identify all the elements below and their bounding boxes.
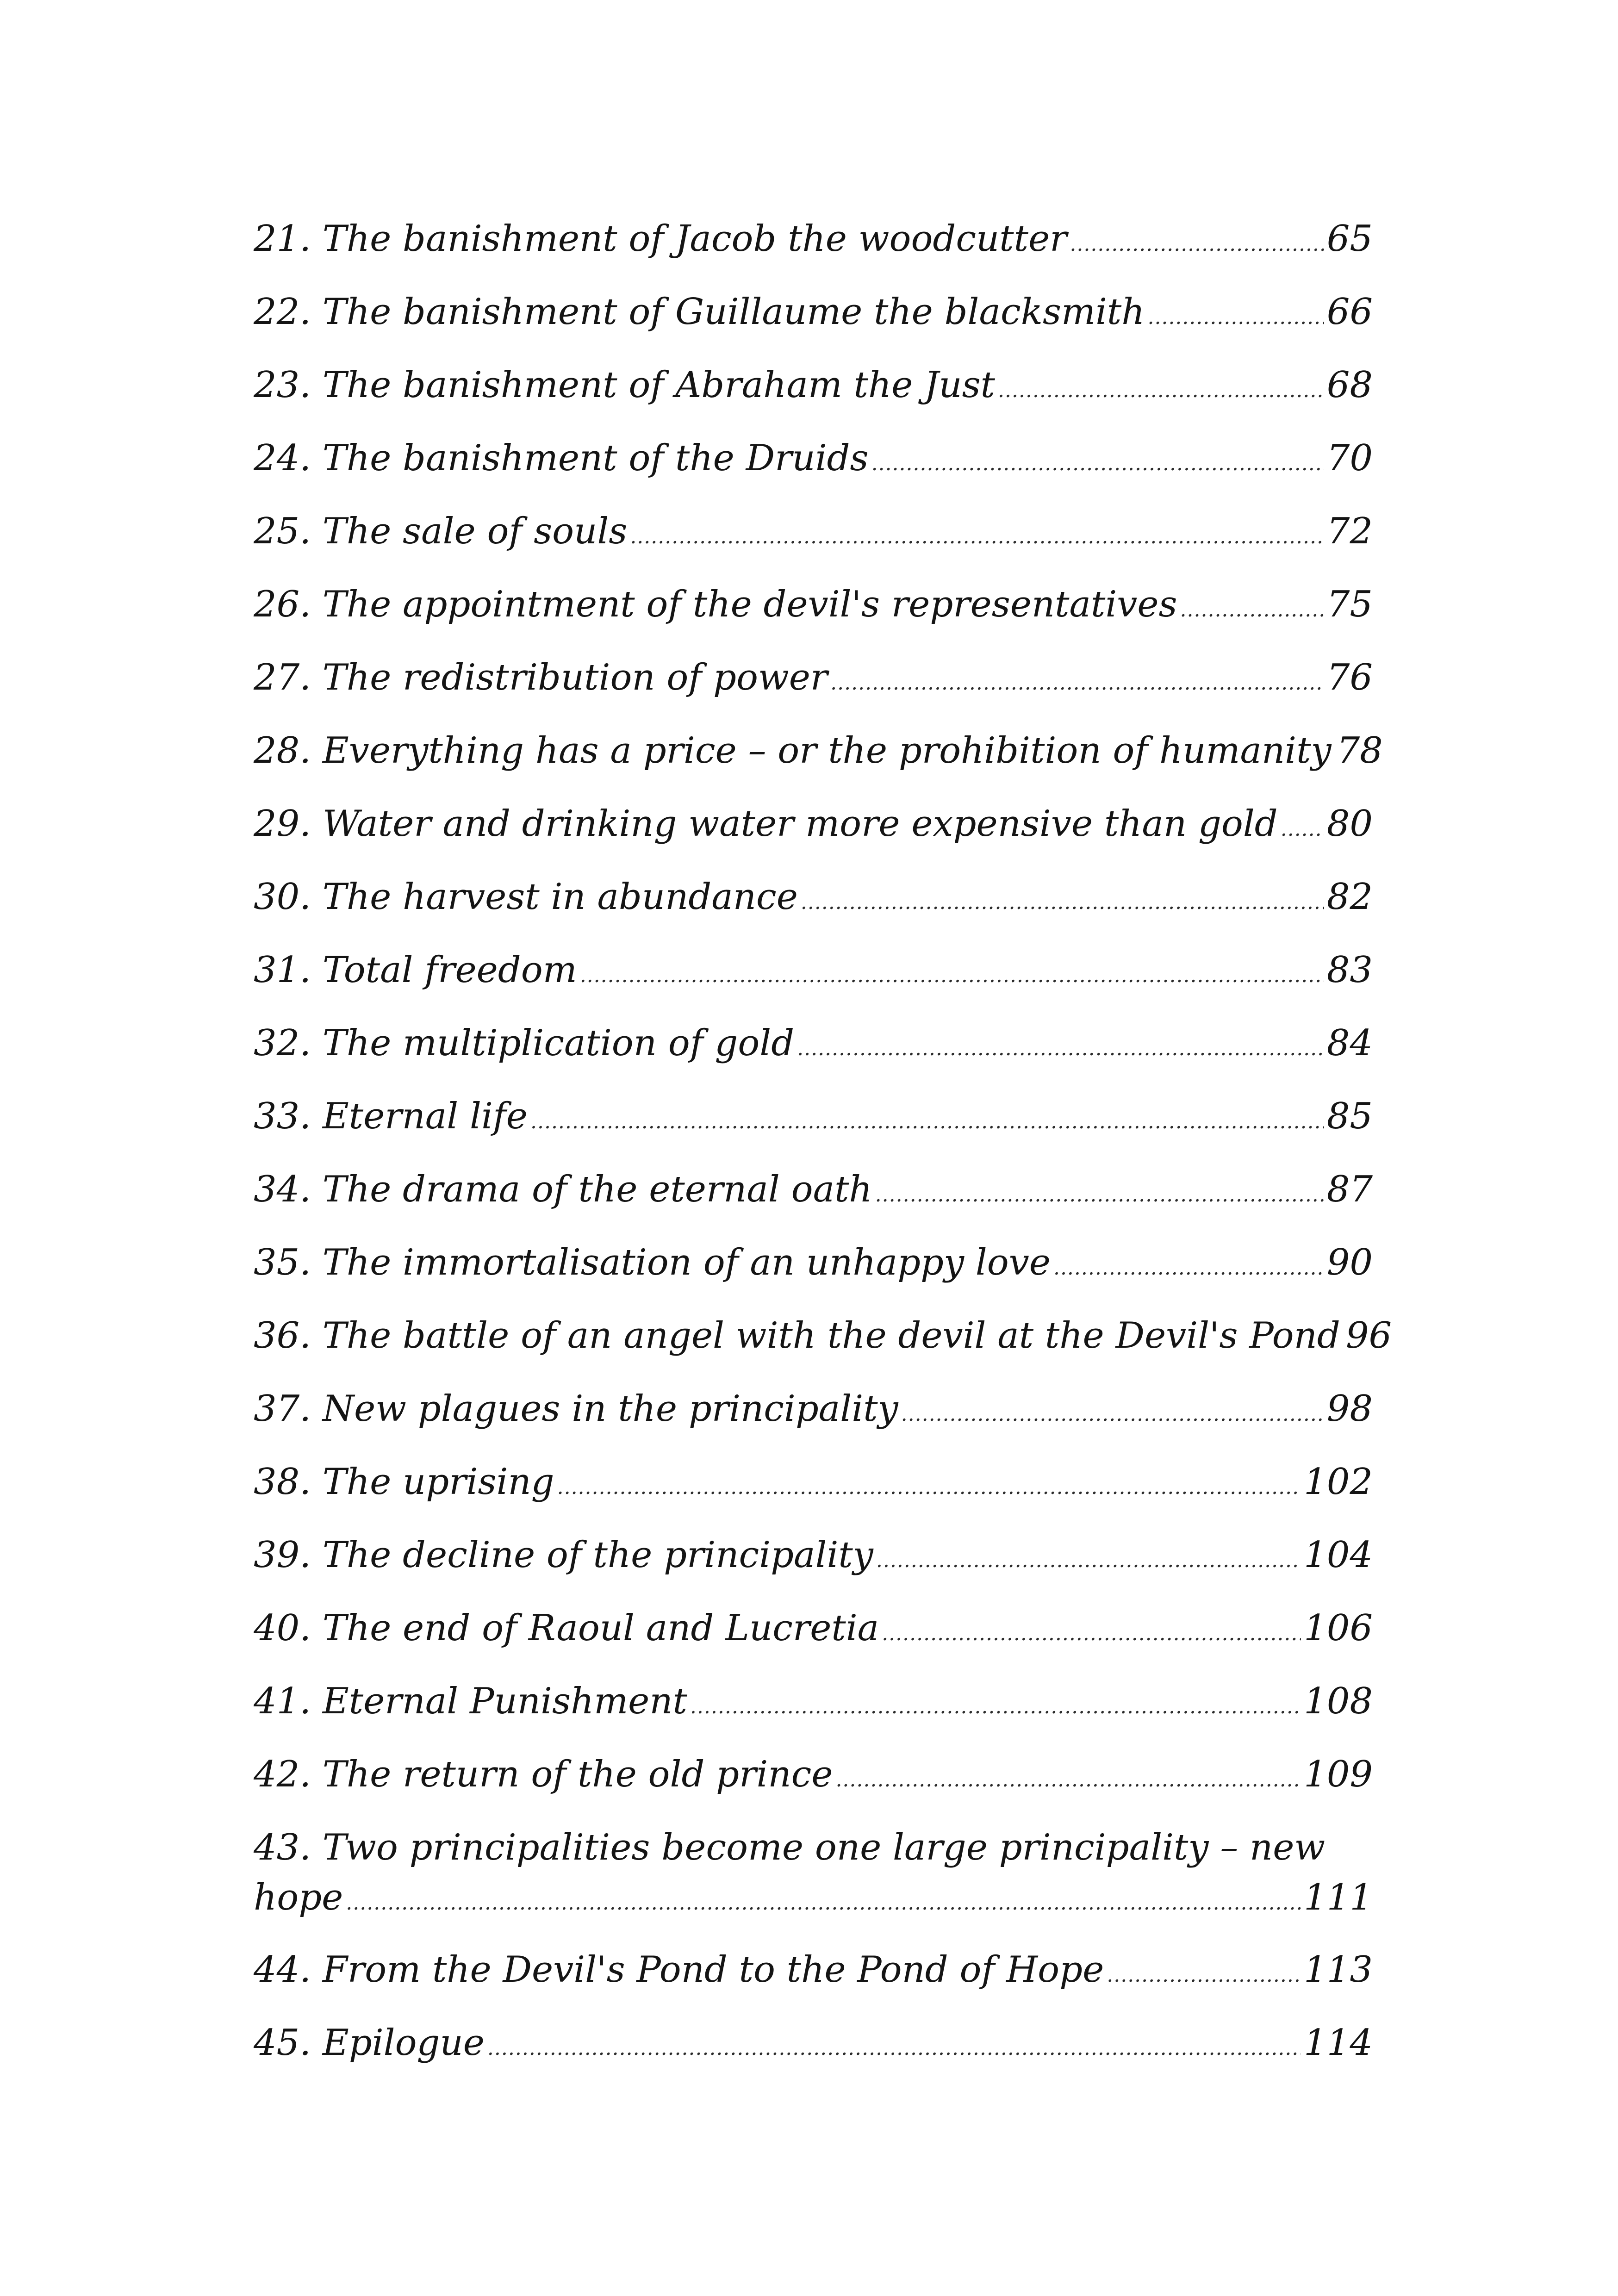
- toc-entry-24: [254, 433, 1373, 506]
- toc-entry-page: 104: [1304, 1534, 1373, 1576]
- toc-entry-title-line2: hope: [254, 1877, 343, 1918]
- toc-entry-38: [254, 1457, 1373, 1530]
- toc-entry-page: 66: [1326, 291, 1373, 333]
- dot-leader: [690, 1695, 1301, 1718]
- dot-leader: [630, 525, 1324, 548]
- toc-entry-29: [254, 799, 1373, 872]
- toc-entry-44: [254, 1945, 1373, 2018]
- toc-entry-page: 114: [1304, 2022, 1373, 2064]
- toc-entry-page: 83: [1326, 949, 1373, 991]
- toc-entry-page: 108: [1304, 1680, 1373, 1722]
- dot-leader: [998, 379, 1324, 402]
- toc-entry-page: 76: [1326, 657, 1373, 698]
- toc-entry-page: 70: [1326, 437, 1373, 479]
- toc-entry-27: [254, 653, 1373, 726]
- toc-entry-page: 87: [1326, 1169, 1373, 1210]
- toc-entry-title-line1: 43. Two principalities become one large principality – new: [254, 1827, 1326, 1868]
- toc-entry-title: 27. The redistribution of power: [254, 657, 828, 698]
- toc-entry-title: 29. Water and drinking water more expensive than gold: [254, 803, 1278, 845]
- toc-entry-page: 98: [1326, 1388, 1373, 1430]
- dot-leader: [882, 1622, 1301, 1645]
- toc-entry-title: 35. The immortalisation of an unhappy love: [254, 1242, 1051, 1283]
- toc-entry-title: 39. The decline of the principality: [254, 1534, 873, 1576]
- toc-entry-33: [254, 1091, 1373, 1164]
- toc-entry-title: 42. The return of the old prince: [254, 1754, 833, 1795]
- toc-entry-second-line: [254, 1873, 1373, 1923]
- toc-entry-title: 37. New plagues in the principality: [254, 1388, 898, 1430]
- toc-entry-page: 96: [1345, 1315, 1392, 1356]
- dot-leader: [901, 1402, 1324, 1426]
- toc-entry-40: [254, 1603, 1373, 1676]
- toc-entry-page: 102: [1304, 1461, 1373, 1503]
- toc-entry-32: [254, 1018, 1373, 1091]
- toc-entry-45: [254, 2018, 1373, 2091]
- toc-entry-page: 84: [1326, 1022, 1373, 1064]
- dot-leader: [797, 1037, 1324, 1060]
- dot-leader: [1070, 232, 1324, 256]
- toc-entry-page: 113: [1304, 1949, 1373, 1991]
- toc-entry-page: 109: [1304, 1754, 1373, 1795]
- toc-entry-34: [254, 1164, 1373, 1238]
- dot-leader: [487, 2036, 1301, 2060]
- toc-entry-30: [254, 872, 1373, 945]
- toc-entry-title: 41. Eternal Punishment: [254, 1680, 687, 1722]
- dot-leader: [876, 1549, 1301, 1572]
- toc-entry-page: 85: [1326, 1095, 1373, 1137]
- toc-entry-page: 106: [1304, 1607, 1373, 1649]
- toc-entry-title: 33. Eternal life: [254, 1095, 528, 1137]
- toc-entry-28: [254, 726, 1383, 799]
- toc-entry-title: 38. The uprising: [254, 1461, 554, 1503]
- dot-leader: [346, 1891, 1301, 1915]
- toc-entry-title: 36. The battle of an angel with the devil at the Devil's Pond: [254, 1315, 1340, 1356]
- dot-leader: [875, 1183, 1324, 1207]
- dot-leader: [830, 671, 1324, 695]
- toc-entry-35: [254, 1238, 1373, 1311]
- toc-entry-title: 32. The multiplication of gold: [254, 1022, 795, 1064]
- dot-leader: [1107, 1963, 1301, 1987]
- toc-entry-title: 22. The banishment of Guillaume the blacksmith: [254, 291, 1145, 333]
- toc-entry-title: 21. The banishment of Jacob the woodcutter: [254, 218, 1067, 260]
- toc-entry-title: 45. Epilogue: [254, 2022, 485, 2064]
- toc-entry-title: 31. Total freedom: [254, 949, 577, 991]
- toc-entry-21: [254, 214, 1373, 287]
- toc-entry-25: [254, 506, 1373, 579]
- toc-entry-page: 90: [1326, 1242, 1373, 1283]
- toc-entry-42: [254, 1749, 1373, 1823]
- toc-entry-36: [254, 1311, 1392, 1384]
- toc-entry-page: 111: [1304, 1877, 1373, 1918]
- toc-entry-title: 30. The harvest in abundance: [254, 876, 798, 918]
- dot-leader: [580, 964, 1324, 987]
- toc-entry-page: 65: [1326, 218, 1373, 260]
- toc-entry-title: 26. The appointment of the devil's representatives: [254, 584, 1177, 625]
- toc-entry-22: [254, 287, 1373, 360]
- toc-entry-title: 28. Everything has a price – or the prohibition of humanity: [254, 730, 1332, 772]
- toc-entry-41: [254, 1676, 1373, 1749]
- toc-entry-page: 75: [1326, 584, 1373, 625]
- toc-entry-title: 40. The end of Raoul and Lucretia: [254, 1607, 879, 1649]
- toc-entry-title: 24. The banishment of the Druids: [254, 437, 869, 479]
- dot-leader: [1180, 598, 1324, 622]
- toc-entry-title: 25. The sale of souls: [254, 510, 628, 552]
- toc-entry-26: [254, 579, 1373, 653]
- toc-entry-page: 78: [1337, 730, 1383, 772]
- dot-leader: [835, 1768, 1301, 1792]
- dot-leader: [1281, 817, 1324, 841]
- toc-entry-39: [254, 1530, 1373, 1603]
- toc-entry-title: 44. From the Devil's Pond to the Pond of Hope: [254, 1949, 1104, 1991]
- toc-entry-page: 82: [1326, 876, 1373, 918]
- dot-leader: [871, 452, 1324, 475]
- toc-entry-page: 72: [1326, 510, 1373, 552]
- toc-entry-title: 34. The drama of the eternal oath: [254, 1169, 872, 1210]
- dot-leader: [801, 890, 1324, 914]
- toc-entry-31: [254, 945, 1373, 1018]
- toc-entry-page: 80: [1326, 803, 1373, 845]
- toc-entry-title: 23. The banishment of Abraham the Just: [254, 364, 996, 406]
- dot-leader: [1147, 305, 1324, 329]
- table-of-contents: [254, 214, 1392, 2091]
- toc-entry-37: [254, 1384, 1373, 1457]
- toc-entry-23: [254, 360, 1373, 433]
- dot-leader: [1053, 1256, 1324, 1280]
- toc-entry-page: 68: [1326, 364, 1373, 406]
- dot-leader: [530, 1110, 1324, 1133]
- dot-leader: [557, 1475, 1301, 1499]
- toc-entry-43: [254, 1823, 1373, 1945]
